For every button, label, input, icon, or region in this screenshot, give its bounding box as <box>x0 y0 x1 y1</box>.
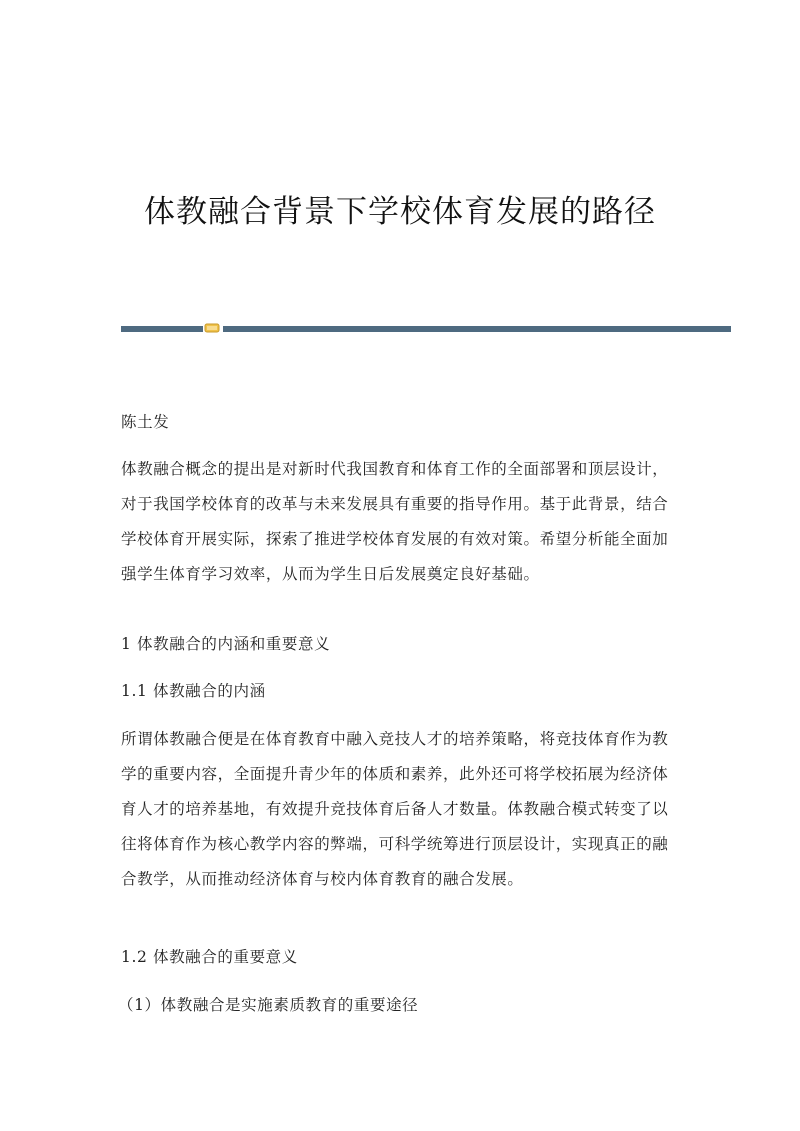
section-1-2-item-1: （1）体教融合是实施素质教育的重要途径 <box>118 996 419 1014</box>
author-name: 陈土发 <box>121 413 170 431</box>
section-heading-1-1: 1.1 体教融合的内涵 <box>121 682 266 700</box>
abstract-paragraph <box>121 452 681 592</box>
title-divider-left <box>121 326 203 332</box>
divider-ornament-icon <box>204 322 220 334</box>
section-heading-1-2: 1.2 体教融合的重要意义 <box>121 948 298 966</box>
document-title: 体教融合背景下学校体育发展的路径 <box>144 194 656 230</box>
section-heading-1: 1 体教融合的内涵和重要意义 <box>121 635 331 653</box>
title-divider-right <box>223 326 731 332</box>
section-1-1-paragraph <box>121 722 681 897</box>
section-1-1-text: 所谓体教融合便是在体育教育中融入竞技人才的培养策略，将竞技体育作为教学的重要内容，全面提升青少年的体质和素养，此外还可将学校拓展为经济体育人才的培养基地，有效提升竞技体育后备人才数量。体教融合模式转变了以往将体育作为核心教学内容的弊端，可科学统筹进行顶层设计，实现真正的融合教学，从而推动经济体育与校内体育教育的融合发展。 <box>121 730 669 888</box>
abstract-text: 体教融合概念的提出是对新时代我国教育和体育工作的全面部署和顶层设计，对于我国学校体育的改革与未来发展具有重要的指导作用。基于此背景，结合学校体育开展实际，探索了推进学校体育发展的有效对策。希望分析能全面加强学生体育学习效率，从而为学生日后发展奠定良好基础。 <box>121 460 669 583</box>
